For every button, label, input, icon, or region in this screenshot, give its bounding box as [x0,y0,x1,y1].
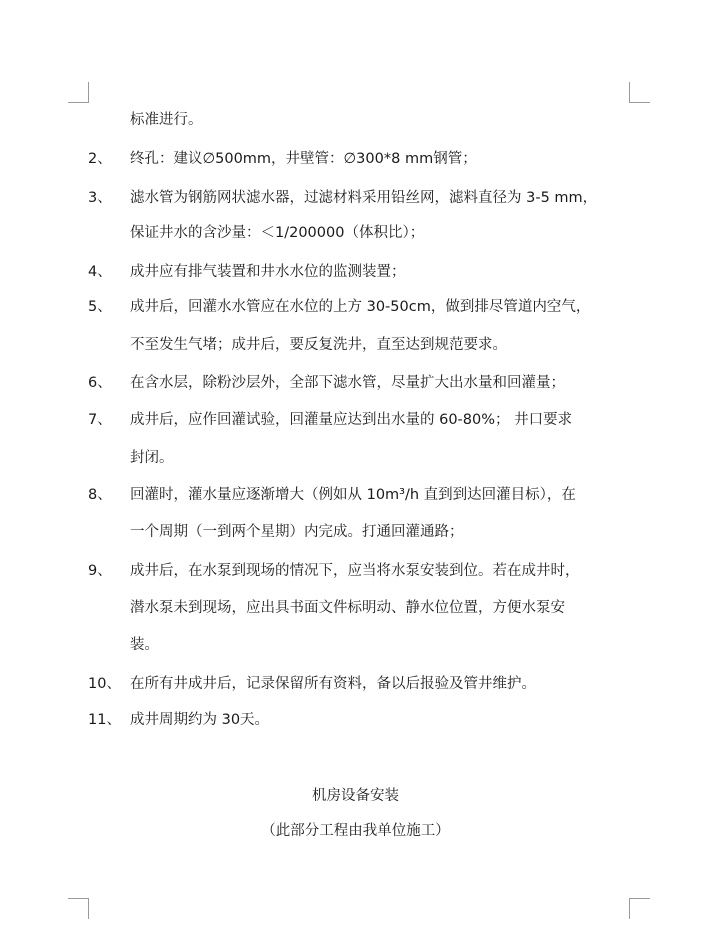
item-text: 终孔：建议∅500mm，井壁管：∅300*8 mm钢管； [130,151,477,167]
item-number: 9、 [88,563,112,579]
section-title: 机房设备安装 [312,788,399,804]
margin-corner-mark [629,898,650,919]
item-text: 成井周期约为 30天。 [130,712,270,728]
item-text: 在所有井成井后，记录保留所有资料，备以后报验及管井维护。 [130,676,536,692]
item-number: 4、 [88,264,112,280]
item-text: 不至发生气堵；成井后，要反复洗井，直至达到规范要求。 [130,337,507,353]
item-number: 5、 [88,299,112,315]
item-text: 成井应有排气装置和井水水位的监测装置； [130,264,406,280]
item-text: 回灌时，灌水量应逐渐增大（例如从 10m³/h 直到到达回灌目标），在 [130,487,576,503]
continuation-text: 标准进行。 [130,112,203,128]
item-number: 3、 [88,190,112,206]
item-text: 装。 [130,637,159,653]
item-text: 封闭。 [130,450,174,466]
item-text: 滤水管为钢筋网状滤水器，过滤材料采用铅丝网，滤料直径为 3-5 mm， [130,190,598,206]
margin-corner-mark [629,82,650,103]
section-subtitle: （此部分工程由我单位施工） [261,823,450,839]
item-text: 成井后，回灌水水管应在水位的上方 30-50cm，做到排尽管道内空气， [130,299,591,315]
item-number: 2、 [88,151,112,167]
margin-corner-mark [68,82,89,103]
item-text: 一个周期（一到两个星期）内完成。打通回灌通路； [130,524,464,540]
item-number: 11、 [88,712,121,728]
item-number: 6、 [88,375,112,391]
item-text: 在含水层，除粉沙层外，全部下滤水管，尽量扩大出水量和回灌量； [130,375,565,391]
item-text: 潜水泵未到现场，应出具书面文件标明动、静水位位置，方便水泵安 [130,600,565,616]
margin-corner-mark [68,898,89,919]
item-number: 8、 [88,487,112,503]
item-text: 保证井水的含沙量：＜1/200000（体积比）； [130,225,425,241]
item-number: 7、 [88,412,112,428]
item-text: 成井后，应作回灌试验，回灌量应达到出水量的 60-80%； 井口要求 [130,412,573,428]
item-number: 10、 [88,676,121,692]
item-text: 成井后，在水泵到现场的情况下，应当将水泵安装到位。若在成井时， [130,563,580,579]
